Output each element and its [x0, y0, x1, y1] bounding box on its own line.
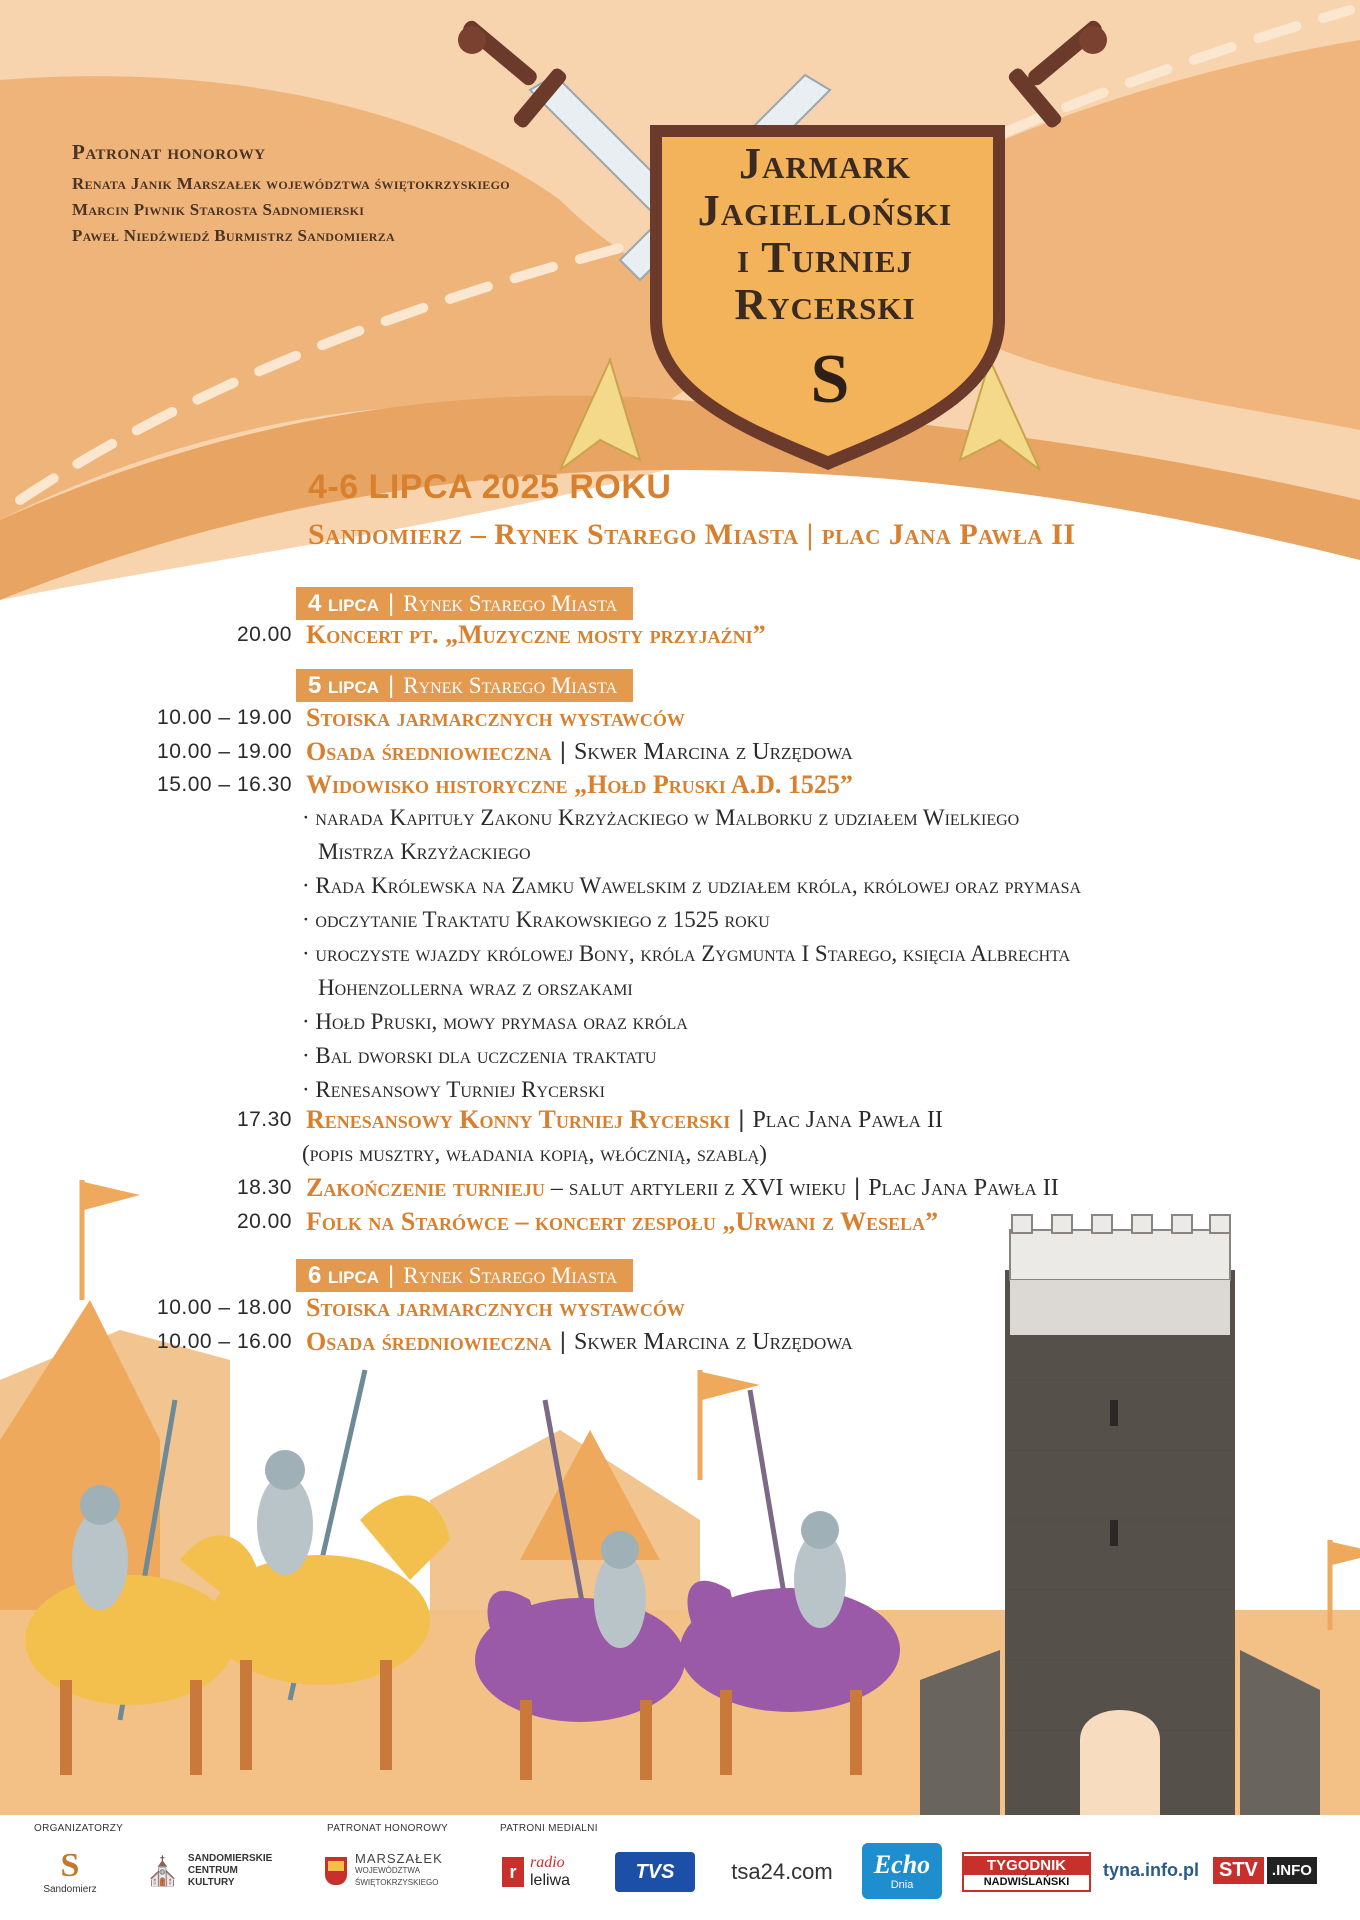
title-line-3: i Turniej — [736, 233, 914, 282]
organizers-label: ORGANIZATORZY — [34, 1823, 124, 1834]
event-name: Osada średniowieczna — [306, 737, 552, 766]
stv-info-logo: STV .INFO — [1213, 1852, 1325, 1888]
event-location: Skwer Marcina z Urzędowa — [574, 1328, 853, 1355]
event-time: 10.00 – 16.00 — [157, 1330, 292, 1353]
schedule-row: 18.30 Zakończenie turnieju – salut artylerii z XVI wieku | Plac Jana Pawła II — [100, 1171, 1280, 1205]
event-name: Folk na Starówce – koncert zespołu „Urwani z Wesela” — [306, 1207, 939, 1236]
event-name: Widowisko historyczne „Hołd Pruski A.D. 1525” — [306, 770, 853, 799]
tyna-logo: tyna.info.pl — [1103, 1859, 1199, 1880]
event-title — [660, 140, 990, 328]
event-extra: – salut artylerii z XVI wieku — [550, 1174, 847, 1201]
day-date: 4 lipca — [308, 589, 380, 617]
title-line-1: Jarmark — [739, 139, 911, 188]
event-name: Osada średniowieczna — [306, 1327, 552, 1356]
radio-r-icon: r — [502, 1857, 524, 1887]
sandomierz-logo — [30, 1840, 110, 1902]
program-item: · Rada Królewska na Zamku Wawelskim z udziałem króla, królowej oraz prymasa — [302, 873, 1082, 898]
day-venue: Rynek Starego Miasta — [403, 672, 618, 698]
schedule-row: 10.00 – 19.00 Osada średniowieczna | Skwer Marcina z Urzędowa — [100, 735, 1280, 769]
tygodnik-logo: TYGODNIK NADWIŚLAŃSKI — [962, 1852, 1091, 1892]
day-date: 5 lipca — [308, 671, 380, 699]
event-time: 10.00 – 19.00 — [157, 740, 292, 763]
sandomierz-emblem: S — [810, 341, 850, 418]
program-item: Hohenzollerna wraz z orszakami — [318, 975, 633, 1000]
schedule-row — [100, 701, 1280, 735]
sandomierz-logo-text: Sandomierz — [43, 1883, 97, 1895]
schedule-row: 17.30 Renesansowy Konny Turniej Rycerski | Plac Jana Pawła II — [100, 1103, 1280, 1137]
sck-logo: ⛪ SANDOMIERSKIE CENTRUM KULTURY — [145, 1853, 273, 1888]
event-time: 17.30 — [236, 1108, 292, 1131]
tsa24-logo: tsa24.com — [731, 1859, 833, 1884]
marszalek-logo: MARSZAŁEK WOJEWÓDZTWA ŚWIĘTOKRZYSKIEGO — [325, 1850, 475, 1892]
program-item: · narada Kapituły Zakonu Krzyżackiego w Malborku z udziałem Wielkiego — [302, 805, 1020, 830]
patron-line: Marcin Piwnik Starosta Sadnomierski — [72, 200, 365, 219]
day-header-3: 6 lipca | Rynek Starego Miasta — [296, 1259, 633, 1292]
event-note: (popis musztry, władania kopią, włócznią, szablą) — [302, 1141, 767, 1166]
event-name: Koncert pt. „Muzyczne mosty przyjaźni” — [306, 620, 766, 649]
event-time: 15.00 – 16.30 — [157, 773, 292, 796]
day-date: 6 lipca — [308, 1261, 380, 1289]
schedule-row — [100, 768, 1280, 802]
patron-line: Renata Janik Marszałek województwa świętokrzyskiego — [72, 174, 510, 193]
program-item: Mistrza Krzyżackiego — [318, 839, 531, 864]
schedule-row — [100, 618, 1280, 652]
event-time: 10.00 – 18.00 — [157, 1296, 292, 1319]
patron-line: Paweł Niedźwiedź Burmistrz Sandomierza — [72, 226, 395, 245]
event-name: Stoiska jarmarcznych wystawców — [306, 703, 685, 732]
program-item: · Renesansowy Turniej Rycerski — [302, 1077, 606, 1102]
event-name: Zakończenie turnieju — [306, 1173, 545, 1202]
schedule-row — [100, 1291, 1280, 1325]
day-header-2: 5 lipca | Rynek Starego Miasta — [296, 669, 633, 702]
program-item: · Hołd Pruski, mowy prymasa oraz króla — [302, 1009, 688, 1034]
event-location: Skwer Marcina z Urzędowa — [574, 738, 853, 765]
event-location: Plac Jana Pawła II — [868, 1174, 1059, 1201]
echo-dnia-logo: Echo Dnia — [862, 1843, 942, 1899]
event-time: 18.30 — [236, 1176, 292, 1199]
schedule-row: 10.00 – 16.00 Osada średniowieczna | Skwer Marcina z Urzędowa — [100, 1325, 1280, 1359]
event-time: 20.00 — [236, 1210, 292, 1233]
program-item: · odczytanie Traktatu Krakowskiego z 1525 roku — [302, 907, 770, 932]
day-header-1: 4 lipca | Rynek Starego Miasta — [296, 587, 633, 620]
event-place: Sandomierz – Rynek Starego Miasta | plac Jana Pawła II — [308, 518, 1076, 551]
event-name: Stoiska jarmarcznych wystawców — [306, 1293, 685, 1322]
sck-icon: ⛪ — [145, 1855, 180, 1887]
schedule-row — [100, 1205, 1280, 1239]
media-label: PATRONI MEDIALNI — [500, 1823, 598, 1834]
patronage-label: PATRONAT HONOROWY — [327, 1823, 449, 1834]
title-line-4: Rycerski — [734, 280, 916, 329]
day-venue: Rynek Starego Miasta — [403, 590, 618, 616]
title-line-2: Jagielloński — [697, 186, 953, 235]
patronage-heading: Patronat honorowy — [72, 140, 266, 164]
event-time: 10.00 – 19.00 — [157, 706, 292, 729]
day-venue: Rynek Starego Miasta — [403, 1262, 618, 1288]
event-time: 20.00 — [236, 623, 292, 646]
event-dates: 4-6 LIPCA 2025 ROKU — [308, 468, 672, 506]
tvs-logo: TVS — [615, 1852, 695, 1892]
event-name: Renesansowy Konny Turniej Rycerski — [306, 1105, 731, 1134]
program-item: · Bal dworski dla uczczenia traktatu — [302, 1043, 657, 1068]
honorary-patronage — [72, 140, 510, 249]
event-location: Plac Jana Pawła II — [752, 1106, 943, 1133]
sandomierz-s-icon: S — [60, 1846, 80, 1884]
radio-leliwa-logo: r radio leliwa — [502, 1852, 597, 1892]
coat-of-arms-icon — [325, 1857, 347, 1885]
program-item: · uroczyste wjazdy królowej Bony, króla Zygmunta I Starego, księcia Albrechta — [302, 941, 1071, 966]
